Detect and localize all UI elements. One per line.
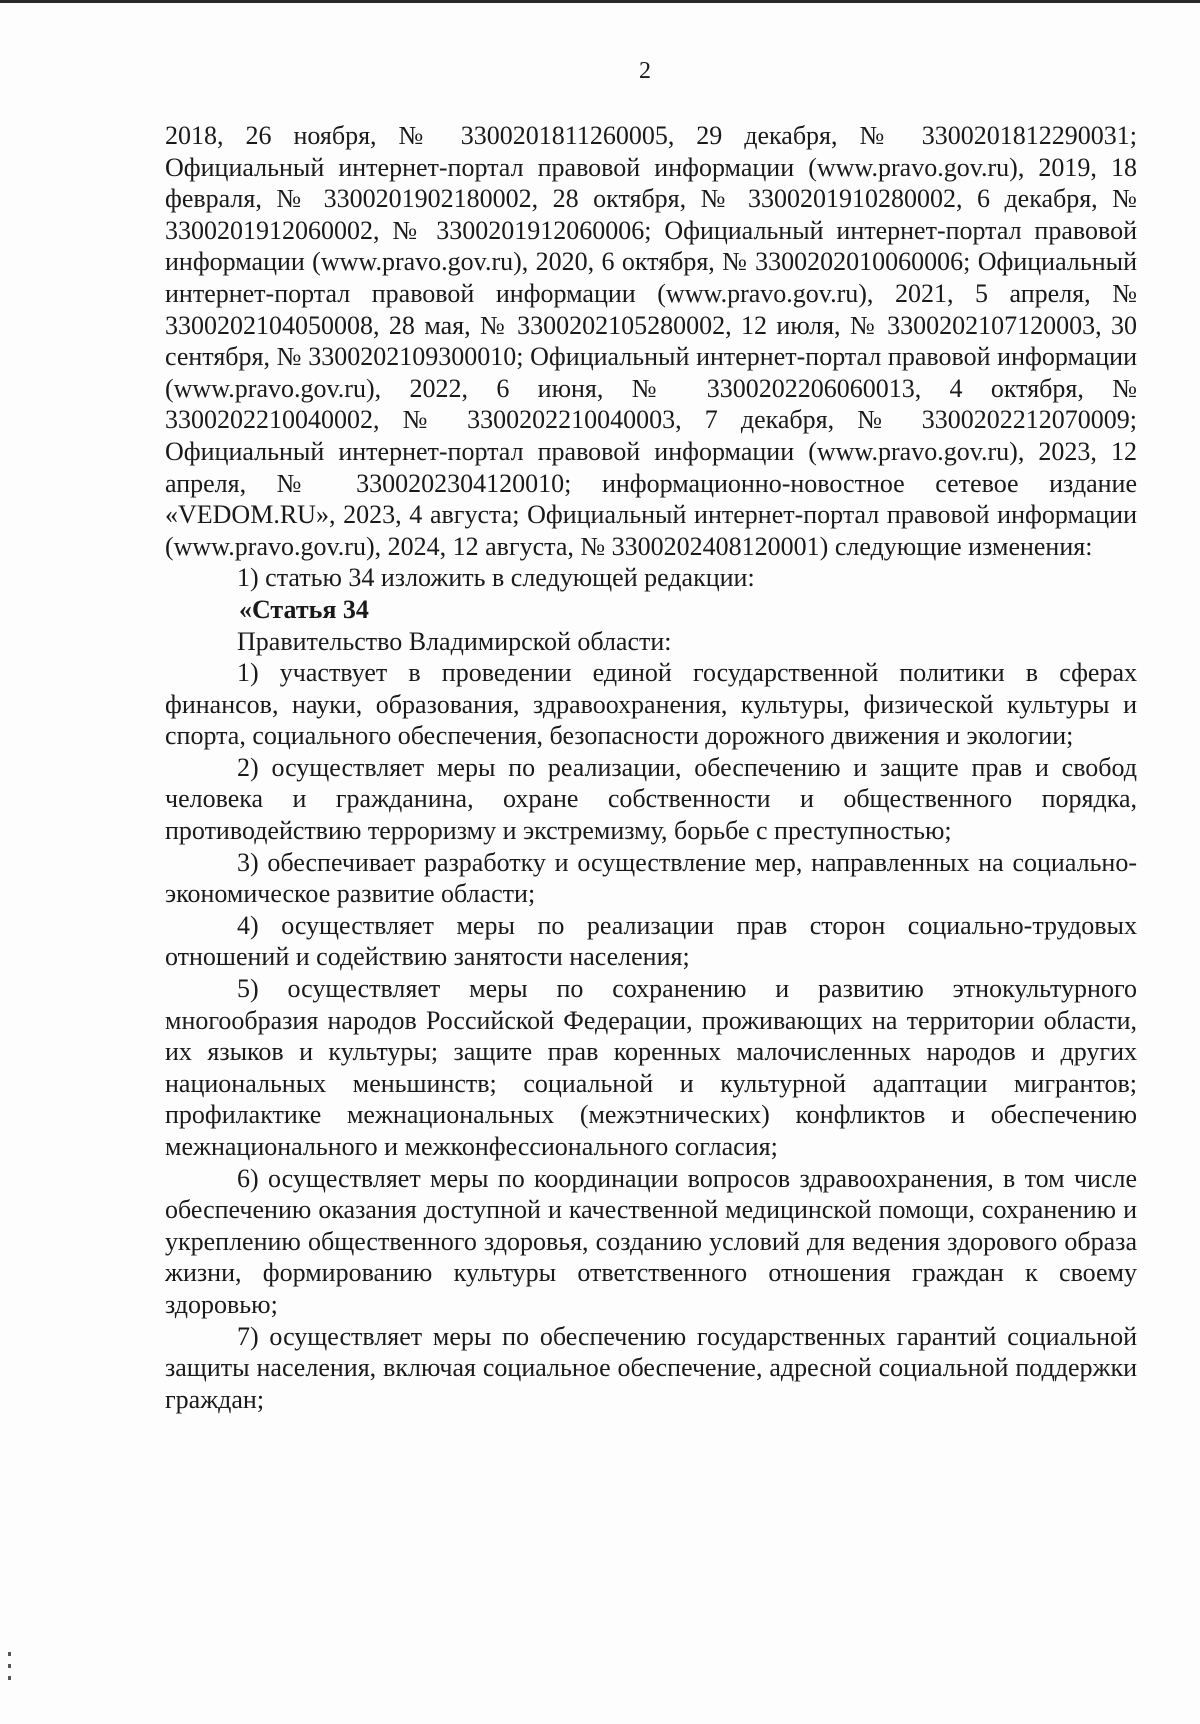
paragraph-item-5: 5) осуществляет меры по сохранению и развитию этнокультурного многообразия народов Российской Федерации, проживающих на территории области, их языков и культуры; защите прав коренных малочисленных народов и других национальных меньшинств; социальной и культурной адаптации мигрантов; профилактике межнациональных (межэтнических) конфликтов и обеспечению межнационального и межконфессионального согласия; bbox=[165, 974, 1137, 1161]
paragraph-item-1: 1) участвует в проведении единой государственной политики в сферах финансов, науки, образования, здравоохранения, культуры, физической культуры и спорта, социального обеспечения, безопасности дорожного движения и экологии; bbox=[165, 658, 1137, 751]
paragraph-intro: Правительство Владимирской области: bbox=[237, 626, 672, 656]
paragraph-item-4: 4) осуществляет меры по реализации прав сторон социально-трудовых отношений и содействию занятости населения; bbox=[165, 910, 1137, 972]
page-number: 2 bbox=[639, 58, 651, 84]
article-heading: «Статья 34 bbox=[239, 594, 369, 624]
scan-edge-mark bbox=[8, 1676, 11, 1680]
paragraph-item-3: 3) обеспечивает разработку и осуществление мер, направленных на социально-экономическое развитие области; bbox=[165, 847, 1137, 909]
paragraph-item-2: 2) осуществляет меры по реализации, обеспечению и защите прав и свобод человека и гражданина, охране собственности и общественного порядка, противодействию терроризму и экстремизму, борьбе с преступностью; bbox=[165, 752, 1137, 846]
paragraph-continuation: 2018, 26 ноября, № 3300201811260005, 29 декабря, № 3300201812290031; Официальный интернет-портал правовой информации (www.pravo.gov.ru), 2019, 18 февраля, № 3300201902180002, 28 октября, № 3300201910280002, 6 декабря, № 3300201912060002, № 3300201912060006; Официальный интернет-портал правовой информации (www.pravo.gov.ru), 2020, 6 октября, № 3300202010060006; Официальный интернет-портал правовой информации (www.pravo.gov.ru), 2021, 5 апреля, № 3300202104050008, 28 мая, № 3300202105280002, 12 июля, № 3300202107120003, 30 сентября, № 3300202109300010; Официальный интернет-портал правовой информации (www.pravo.gov.ru), 2022, 6 июня, № 3300202206060013, 4 октября, № 3300202210040002, № 3300202210040003, 7 декабря, № 3300202212070009; Официальный интернет-портал правовой информации (www.pravo.gov.ru), 2023, 12 апреля, № 3300202304120010; информационно-новостное сетевое издание «VEDOM.RU», 2023, 4 августа; Официальный интернет-портал правовой информации (www.pravo.gov.ru), 2024, 12 августа, № 3300202408120001) следующие изменения: bbox=[165, 121, 1137, 561]
scan-edge-mark bbox=[8, 1664, 11, 1668]
paragraph-item-6: 6) осуществляет меры по координации вопросов здравоохранения, в том числе обеспечению оказания доступной и качественной медицинской помощи, сохранению и укреплению общественного здоровья, созданию условий для ведения здорового образа жизни, формированию культуры ответственного отношения граждан к своему здоровью; bbox=[165, 1163, 1137, 1319]
paragraph-amendment-item: 1) статью 34 изложить в следующей редакции: bbox=[237, 563, 755, 593]
paragraph-item-7: 7) осуществляет меры по обеспечению государственных гарантий социальной защиты населения, включая социальное обеспечение, адресной социальной поддержки граждан; bbox=[165, 1321, 1137, 1414]
document-body bbox=[165, 120, 1137, 1415]
scan-edge-mark bbox=[8, 1652, 11, 1656]
scan-top-edge bbox=[0, 0, 1200, 3]
